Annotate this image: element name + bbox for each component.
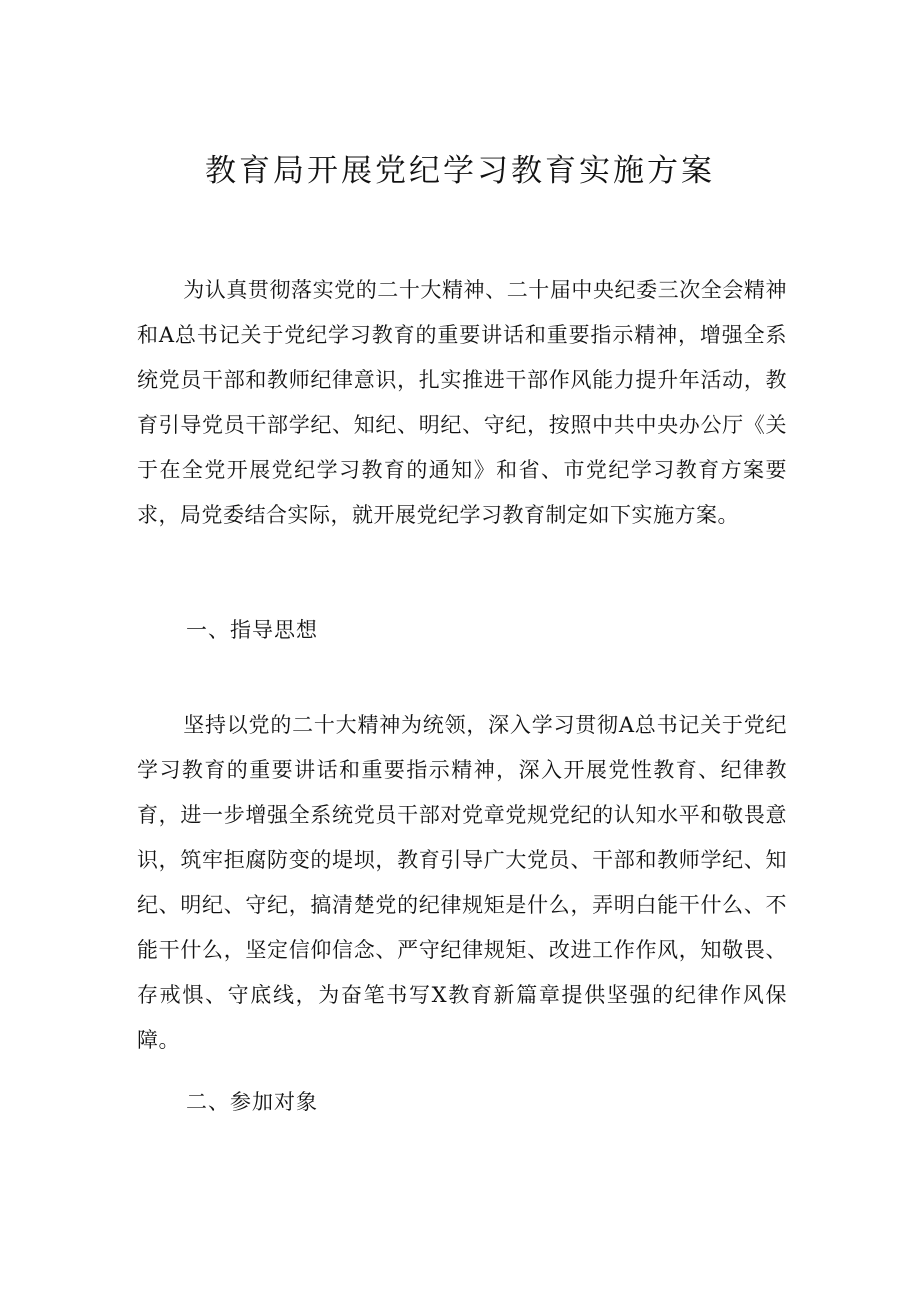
section-heading-participants: 二、参加对象: [186, 1090, 318, 1114]
section-body-guiding-ideology: 坚持以党的二十大精神为统领，深入学习贯彻A总书记关于党纪学习教育的重要讲话和重要指示精神，深入开展党性教育、纪律教育，进一步增强全系统党员干部对党章党规党纪的认知水平和敬畏意识，筑牢拒腐防变的堤坝，教育引导广大党员、干部和教师学纪、知纪、明纪、守纪，搞清楚党的纪律规矩是什么，弄明白能干什么、不能干什么，坚定信仰信念、严守纪律规矩、改进工作作风，知敬畏、存戒惧、守底线，为奋笔书写X教育新篇章提供坚强的纪律作风保障。: [137, 713, 787, 1052]
document-title: 教育局开展党纪学习教育实施方案: [205, 153, 715, 189]
section-heading-guiding-ideology: 一、指导思想: [186, 618, 318, 642]
intro-paragraph: 为认真贯彻落实党的二十大精神、二十届中央纪委三次全会精神和A总书记关于党纪学习教育的重要讲话和重要指示精神，增强全系统党员干部和教师纪律意识，扎实推进干部作风能力提升年活动，教育引导党员干部学纪、知纪、明纪、守纪，按照中共中央办公厅《关于在全党开展党纪学习教育的通知》和省、市党纪学习教育方案要求，局党委结合实际，就开展党纪学习教育制定如下实施方案。: [137, 278, 787, 527]
